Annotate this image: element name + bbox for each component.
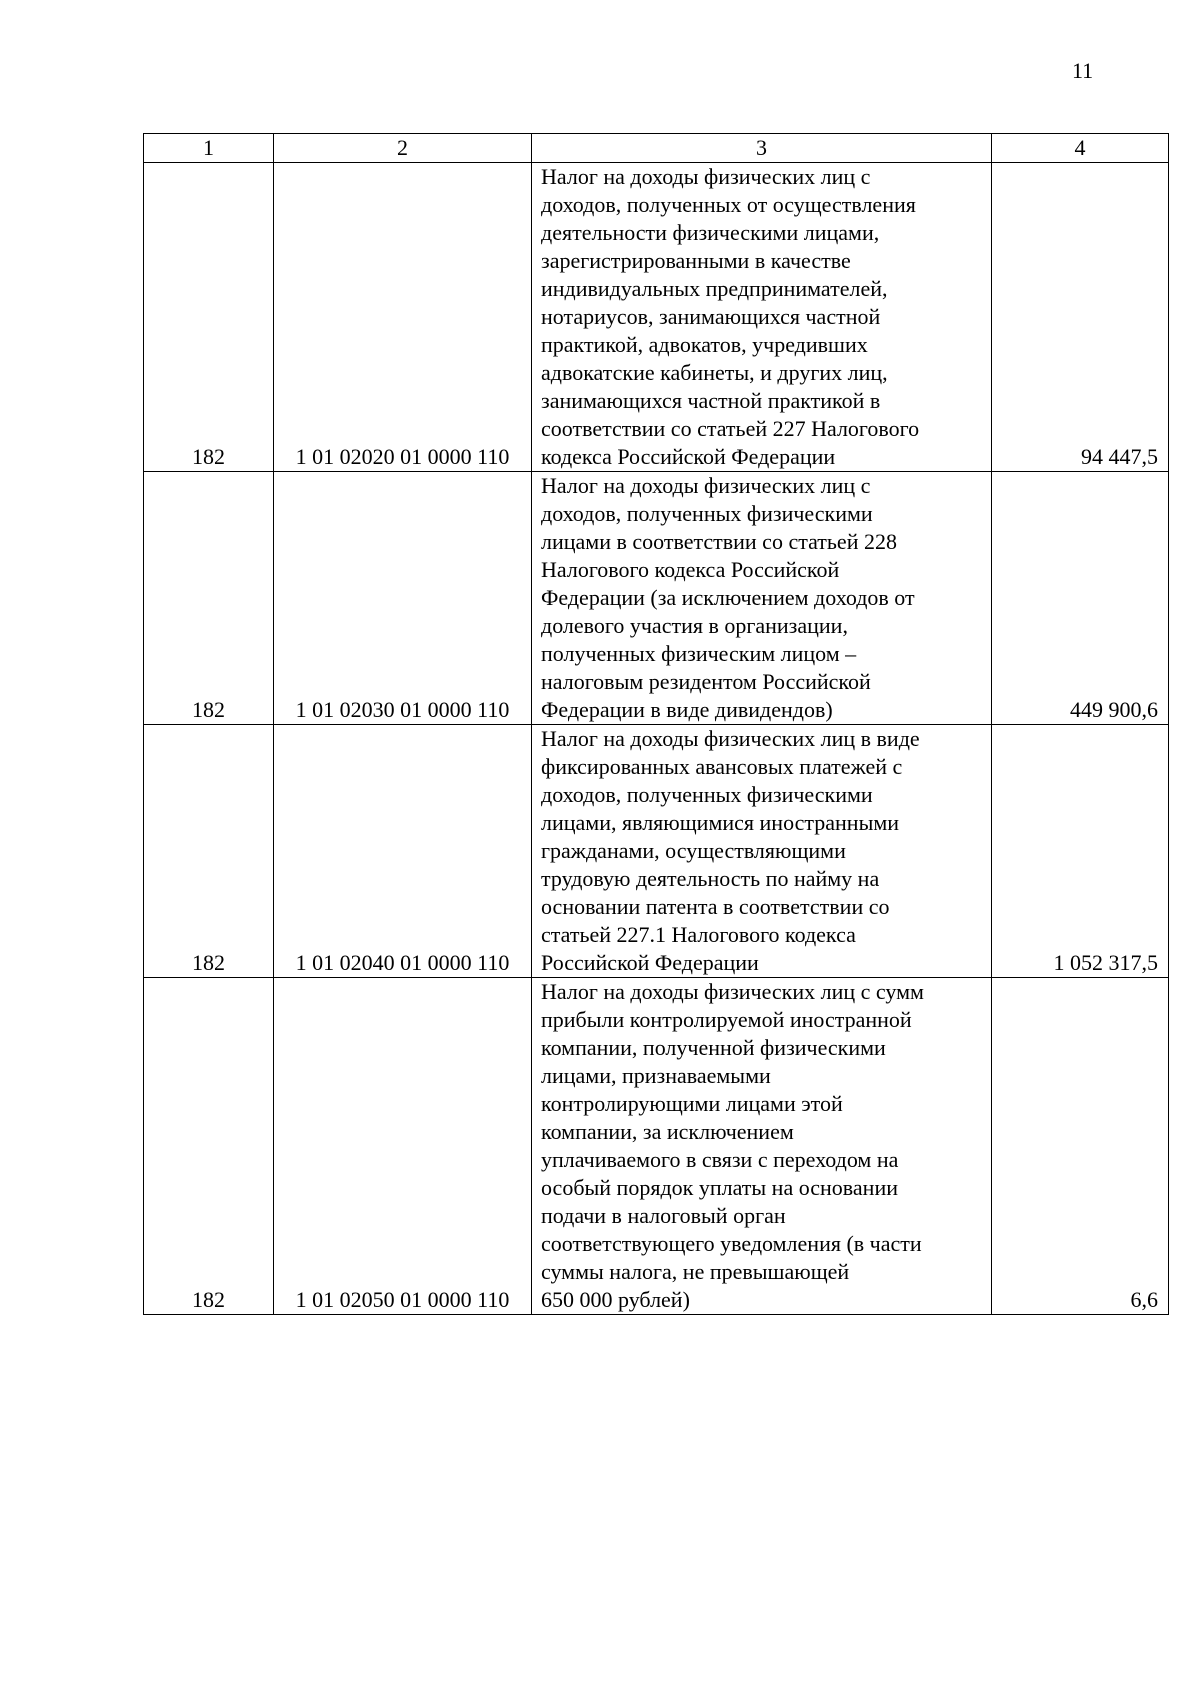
name-line: соответствующего уведомления (в части <box>541 1231 922 1256</box>
name-line: занимающихся частной практикой в <box>541 388 881 413</box>
admin-code-cell: 182 <box>144 978 274 1315</box>
name-line: долевого участия в организации, <box>541 613 848 638</box>
name-line: адвокатские кабинеты, и других лиц, <box>541 360 888 385</box>
name-line: Налог на доходы физических лиц в виде <box>541 726 920 751</box>
name-line: Федерации (за исключением доходов от <box>541 585 915 610</box>
column-header-2: 2 <box>274 134 532 163</box>
name-line: нотариусов, занимающихся частной <box>541 304 881 329</box>
column-header-4: 4 <box>992 134 1169 163</box>
name-line: лицами в соответствии со статьей 228 <box>541 529 897 554</box>
amount-cell: 6,6 <box>992 978 1169 1315</box>
name-line: деятельности физическими лицами, <box>541 220 880 245</box>
name-line: практикой, адвокатов, учредивших <box>541 332 868 357</box>
admin-code-cell: 182 <box>144 472 274 725</box>
name-line: Федерации в виде дивидендов) <box>541 697 833 722</box>
name-line: особый порядок уплаты на основании <box>541 1175 898 1200</box>
revenue-code-cell: 1 01 02030 01 0000 110 <box>274 472 532 725</box>
name-line: лицами, являющимися иностранными <box>541 810 900 835</box>
revenue-name-cell <box>532 978 992 1315</box>
name-line: Налог на доходы физических лиц с сумм <box>541 979 924 1004</box>
amount-cell: 94 447,5 <box>992 163 1169 472</box>
name-line: компании, полученной физическими <box>541 1035 886 1060</box>
page-number: 11 <box>1072 58 1094 83</box>
name-line: Налог на доходы физических лиц с <box>541 164 871 189</box>
table-row <box>144 163 1169 472</box>
name-line: соответствии со статьей 227 Налогового <box>541 416 920 441</box>
table-header-row <box>144 134 1169 163</box>
admin-code-cell: 182 <box>144 163 274 472</box>
name-line: прибыли контролируемой иностранной <box>541 1007 912 1032</box>
column-header-3: 3 <box>532 134 992 163</box>
revenue-code-cell: 1 01 02050 01 0000 110 <box>274 978 532 1315</box>
name-line: фиксированных авансовых платежей с <box>541 754 903 779</box>
name-line: 650 000 рублей) <box>541 1287 690 1312</box>
name-line: налоговым резидентом Российской <box>541 669 871 694</box>
table-row <box>144 472 1169 725</box>
name-line: основании патента в соответствии со <box>541 894 890 919</box>
revenue-name-cell <box>532 725 992 978</box>
revenue-name-cell <box>532 163 992 472</box>
column-header-1: 1 <box>144 134 274 163</box>
amount-cell: 449 900,6 <box>992 472 1169 725</box>
name-line: Налог на доходы физических лиц с <box>541 473 871 498</box>
name-line: трудовую деятельность по найму на <box>541 866 880 891</box>
name-line: доходов, полученных от осуществления <box>541 192 916 217</box>
amount-cell: 1 052 317,5 <box>992 725 1169 978</box>
name-line: уплачиваемого в связи с переходом на <box>541 1147 899 1172</box>
revenue-code-cell: 1 01 02040 01 0000 110 <box>274 725 532 978</box>
table-row <box>144 725 1169 978</box>
name-line: полученных физическим лицом – <box>541 641 857 666</box>
name-line: компании, за исключением <box>541 1119 794 1144</box>
name-line: лицами, признаваемыми <box>541 1063 771 1088</box>
revenue-name-cell <box>532 472 992 725</box>
name-line: контролирующими лицами этой <box>541 1091 843 1116</box>
name-line: доходов, полученных физическими <box>541 782 873 807</box>
name-line: индивидуальных предпринимателей, <box>541 276 888 301</box>
revenue-code-cell: 1 01 02020 01 0000 110 <box>274 163 532 472</box>
name-line: Налогового кодекса Российской <box>541 557 840 582</box>
name-line: Российской Федерации <box>541 950 759 975</box>
table-row <box>144 978 1169 1315</box>
name-line: кодекса Российской Федерации <box>541 444 836 469</box>
name-line: суммы налога, не превышающей <box>541 1259 850 1284</box>
name-line: доходов, полученных физическими <box>541 501 873 526</box>
revenue-table <box>143 133 1169 1315</box>
name-line: подачи в налоговый орган <box>541 1203 786 1228</box>
name-line: статьей 227.1 Налогового кодекса <box>541 922 856 947</box>
name-line: гражданами, осуществляющими <box>541 838 846 863</box>
name-line: зарегистрированными в качестве <box>541 248 851 273</box>
admin-code-cell: 182 <box>144 725 274 978</box>
